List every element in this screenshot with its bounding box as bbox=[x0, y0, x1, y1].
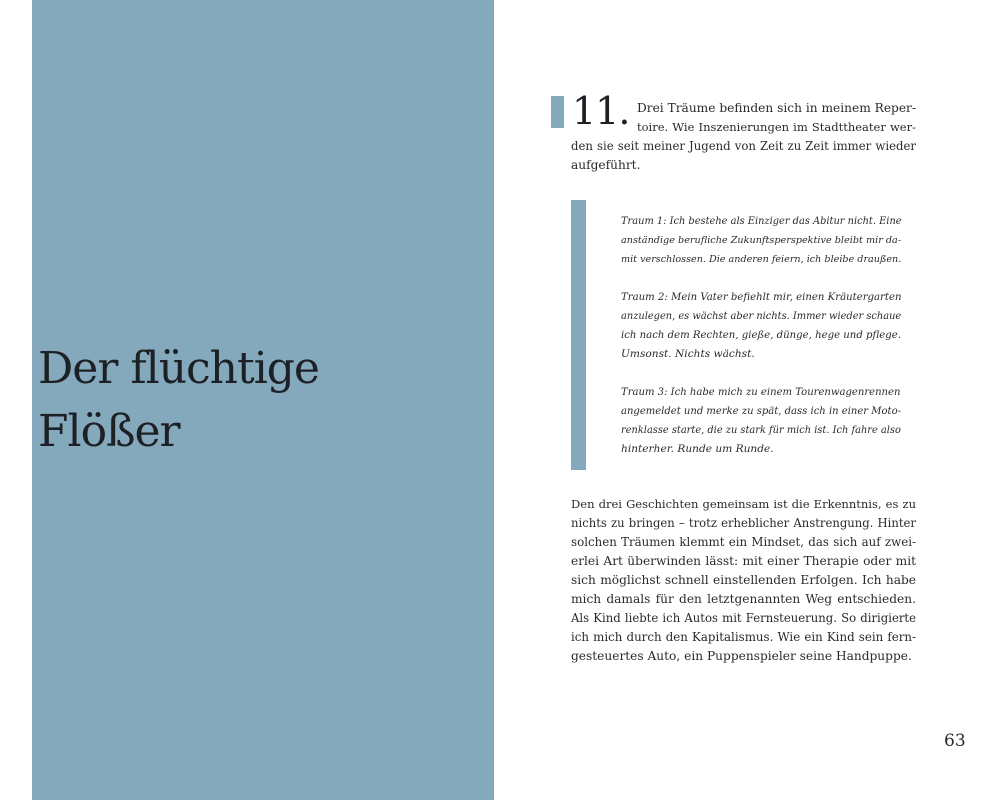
chapter-title bbox=[38, 337, 478, 463]
body-line: sich möglichst schnell einstellenden Erfolgen. Ich habe bbox=[571, 573, 916, 587]
body-line: erlei Art überwinden lässt: mit einer Therapie oder mit bbox=[571, 554, 916, 568]
dream-line: Traum 3: Ich habe mich zu einem Tourenwagenrennen bbox=[621, 387, 901, 398]
intro-line: aufgeführt. bbox=[571, 158, 641, 172]
page-number: 63 bbox=[944, 731, 966, 751]
dream-line: Umsonst. Nichts wächst. bbox=[621, 348, 755, 360]
body-line: mich damals für den letztgenannten Weg entschieden. bbox=[571, 592, 916, 606]
body-line: solchen Träumen klemmt ein Mindset, das sich auf zwei- bbox=[571, 535, 916, 549]
chapter-title-line-2: Flößer bbox=[38, 406, 180, 457]
dream-line: anzulegen, es wächst aber nichts. Immer wieder schaue bbox=[621, 311, 902, 322]
right-page bbox=[494, 0, 1000, 800]
dream-line: ich nach dem Rechten, gieße, dünge, hege und pflege. bbox=[621, 330, 901, 341]
intro-line: den sie seit meiner Jugend von Zeit zu Zeit immer wieder bbox=[571, 139, 916, 153]
dream-line: mit verschlossen. Die anderen feiern, ich bleibe draußen. bbox=[621, 254, 902, 265]
left-page-panel bbox=[32, 0, 494, 800]
body-line: nichts zu bringen – trotz erheblicher Anstrengung. Hinter bbox=[571, 516, 916, 530]
dream-line: angemeldet und merke zu spät, dass ich in einer Moto- bbox=[621, 406, 901, 417]
body-line: gesteuertes Auto, ein Puppenspieler seine Handpuppe. bbox=[571, 649, 912, 663]
dream-line: anständige berufliche Zukunftsperspektive bleibt mir da- bbox=[621, 235, 902, 246]
dream-line: renklasse starte, die zu stark für mich ist. Ich fahre also bbox=[621, 425, 901, 436]
dream-line: Traum 2: Mein Vater befiehlt mir, einen Kräutergarten bbox=[621, 292, 902, 303]
section-number: 11. bbox=[572, 89, 630, 133]
intro-line: Drei Träume befinden sich in meinem Reper- bbox=[637, 101, 916, 115]
section-marker bbox=[551, 96, 564, 128]
body-line: ich mich durch den Kapitalismus. Wie ein Kind sein fern- bbox=[571, 630, 916, 644]
body-line: Den drei Geschichten gemeinsam ist die Erkenntnis, es zu bbox=[571, 497, 916, 511]
chapter-title-line-1: Der flüchtige bbox=[38, 343, 319, 394]
intro-line: toire. Wie Inszenierungen im Stadttheater wer- bbox=[637, 120, 916, 134]
body-line: Als Kind liebte ich Autos mit Fernsteuerung. So dirigierte bbox=[571, 611, 916, 625]
dream-line: hinterher. Runde um Runde. bbox=[621, 443, 774, 455]
dream-line: Traum 1: Ich bestehe als Einziger das Abitur nicht. Eine bbox=[621, 216, 902, 227]
quote-bar bbox=[571, 200, 586, 470]
